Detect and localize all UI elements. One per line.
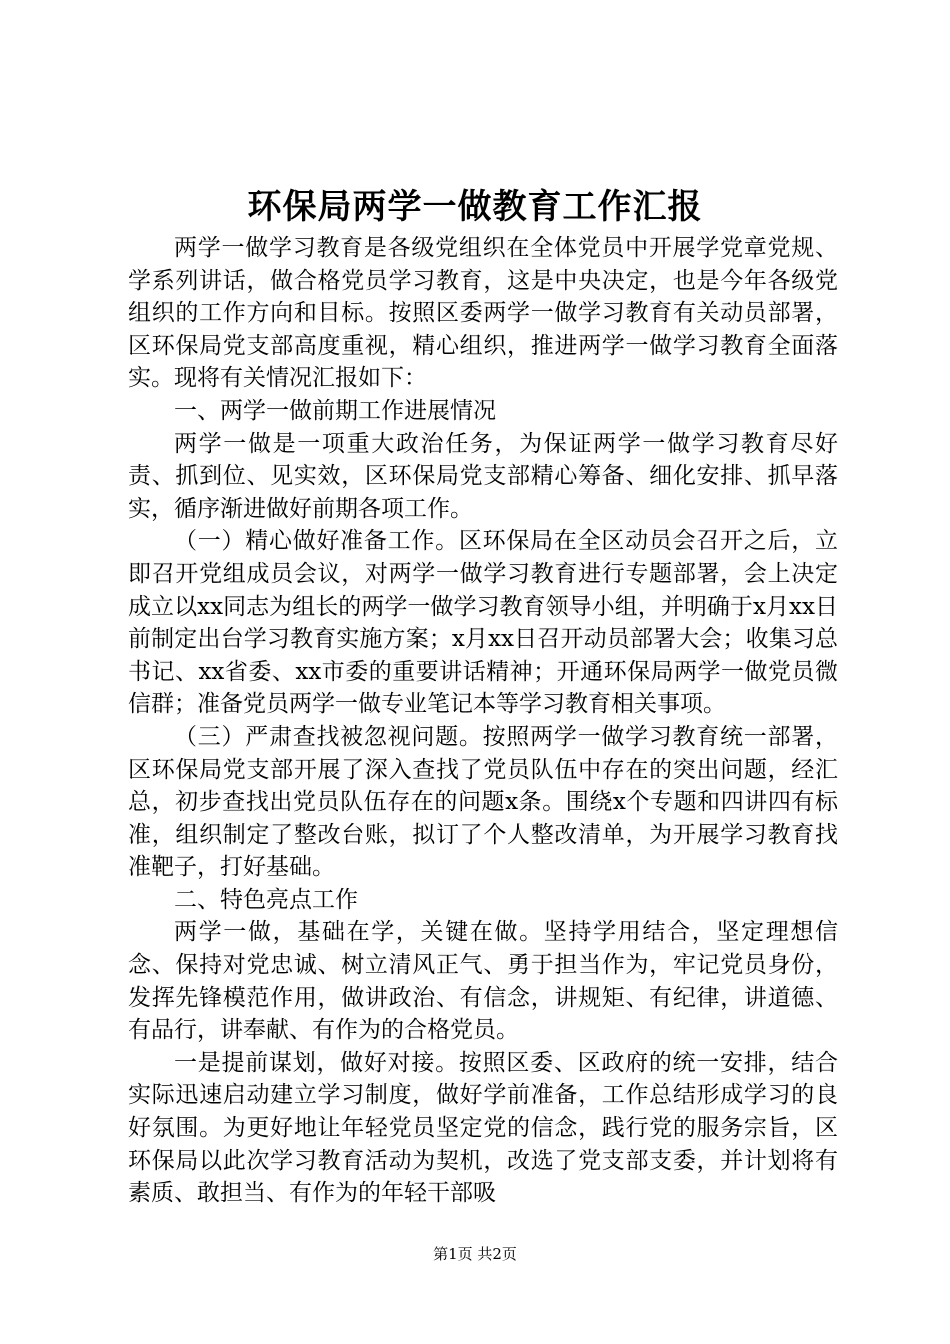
paragraph: 一是提前谋划，做好对接。按照区委、区政府的统一安排，结合实际迅速启动建立学习制度，做好学前准备，工作总结形成学习的良好氛围。为更好地让年轻党员坚定党的信念，践行党的服务宗旨，区环保局以此次学习教育活动为契机，改选了党支部支委，并计划将有素质、敢担当、有作为的年轻干部吸	[128, 1049, 838, 1207]
page-footer: 第1页 共2页	[433, 1245, 517, 1263]
paragraph: 两学一做是一项重大政治任务，为保证两学一做学习教育尽好责、抓到位、见实效，区环保局党支部精心筹备、细化安排、抓早落实，循序渐进做好前期各项工作。	[128, 430, 838, 522]
section-heading-2: 二、特色亮点工作	[174, 886, 358, 913]
paragraph: （一）精心做好准备工作。区环保局在全区动员会召开之后，立即召开党组成员会议，对两学一做学习教育进行专题部署，会上决定成立以xx同志为组长的两学一做学习教育领导小组，并明确于x月xx日前制定出台学习教育实施方案；x月xx日召开动员部署大会；收集习总书记、xx省委、xx市委的重要讲话精神；开通环保局两学一做党员微信群；准备党员两学一做专业笔记本等学习教育相关事项。	[128, 528, 838, 718]
paragraph-intro: 两学一做学习教育是各级党组织在全体党员中开展学党章党规、学系列讲话，做合格党员学习教育，这是中央决定，也是今年各级党组织的工作方向和目标。按照区委两学一做学习教育有关动员部署，区环保局党支部高度重视，精心组织，推进两学一做学习教育全面落实。现将有关情况汇报如下：	[128, 235, 838, 392]
section-heading-1: 一、两学一做前期工作进展情况	[174, 397, 496, 424]
document-title: 环保局两学一做教育工作汇报	[247, 187, 703, 227]
document-body	[128, 232, 838, 1210]
paragraph: （三）严肃查找被忽视问题。按照两学一做学习教育统一部署，区环保局党支部开展了深入查找了党员队伍中存在的突出问题，经汇总，初步查找出党员队伍存在的问题x条。围绕x个专题和四讲四有标准，组织制定了整改台账，拟订了个人整改清单，为开展学习教育找准靶子，打好基础。	[128, 723, 838, 881]
paragraph: 两学一做，基础在学，关键在做。坚持学用结合，坚定理想信念、保持对党忠诚、树立清风正气、勇于担当作为，牢记党员身份，发挥先锋模范作用，做讲政治、有信念，讲规矩、有纪律，讲道德、有品行，讲奉献、有作为的合格党员。	[128, 919, 838, 1044]
